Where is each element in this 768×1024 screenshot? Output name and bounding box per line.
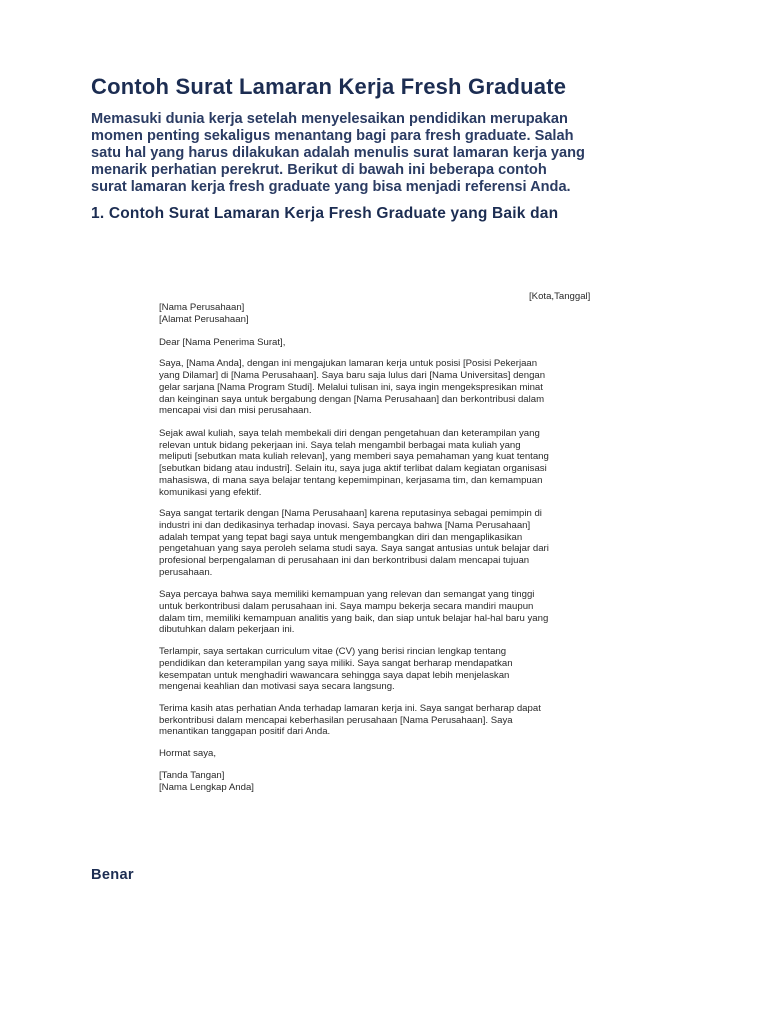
page-title: Contoh Surat Lamaran Kerja Fresh Graduate (91, 74, 567, 99)
letter-line: [sebutkan bidang atau industri]. Selain itu, saya juga aktif terlibat dalam kegiatan organisasi (159, 463, 547, 474)
letter-line: mengenai keahlian dan motivasi saya secara langsung. (159, 681, 395, 692)
section-heading: 1. Contoh Surat Lamaran Kerja Fresh Graduate yang Baik dan (91, 205, 559, 222)
letter-line: mencapai visi dan misi perusahaan. (159, 405, 312, 416)
letter-line: adalah tempat yang tepat bagi saya untuk mengembangkan diri dan mengaplikasikan (159, 532, 523, 543)
letter-line: Terima kasih atas perhatian Anda terhadap lamaran kerja ini. Saya sangat berharap dapat (159, 703, 541, 714)
letter-line: industri ini dan dedikasinya terhadap inovasi. Saya percaya bahwa [Nama Perusahaan] (159, 520, 531, 531)
letter-line: berkontribusi dalam mencapai keberhasilan perusahaan [Nama Perusahaan]. Saya (159, 715, 513, 726)
letter-line: mahasiswa, di mana saya belajar tentang kepemimpinan, kerjasama tim, dan kemampuan (159, 475, 543, 486)
letter-line: komunikasi yang efektif. (159, 487, 262, 498)
letter-line: relevan untuk bidang pekerjaan ini. Saya telah mengambil berbagai mata kuliah yang (159, 440, 521, 451)
letter-line: dalam tim, memiliki kemampuan analitis yang baik, dan siap untuk belajar hal-hal baru yang (159, 613, 549, 624)
letter-line: Terlampir, saya sertakan curriculum vitae (CV) yang berisi rincian lengkap tentang (159, 646, 507, 657)
letter-line: Saya sangat tertarik dengan [Nama Perusahaan] karena reputasinya sebagai pemimpin di (159, 508, 542, 519)
letter-company-address: [Alamat Perusahaan] (159, 314, 249, 325)
letter-line: Saya percaya bahwa saya memiliki kemampuan yang relevan dan semangat yang tinggi (159, 589, 535, 600)
letter-line: profesional berpengalaman di perusahaan ini dan berkontribusi dalam mencapai tujuan (159, 555, 530, 566)
letter-signature: [Tanda Tangan] (159, 770, 225, 781)
letter-date-place: [Kota,Tanggal] (529, 291, 591, 302)
intro-line: menarik perhatian perekrut. Berikut di bawah ini beberapa contoh (91, 162, 547, 178)
letter-line: Sejak awal kuliah, saya telah membekali diri dengan pengetahuan dan keterampilan yang (159, 428, 540, 439)
letter-line: gelar sarjana [Nama Program Studi]. Melalui tulisan ini, saya ingin mengekspresikan minat (159, 382, 543, 393)
letter-line: pengetahuan yang saya peroleh selama studi saya. Saya sangat antusias untuk belajar dari (159, 543, 549, 554)
intro-line: momen penting sekaligus menantang bagi para fresh graduate. Salah (91, 128, 574, 144)
letter-line: untuk berkontribusi dalam perusahaan ini. Saya mampu bekerja secara mandiri maupun (159, 601, 534, 612)
letter-line: yang Dilamar] di [Nama Perusahaan]. Saya baru saja lulus dari [Nama Universitas] dengan (159, 370, 546, 381)
letter-line: Saya, [Nama Anda], dengan ini mengajukan lamaran kerja untuk posisi [Posisi Pekerjaan (159, 358, 538, 369)
letter-line: dibutuhkan dalam pekerjaan ini. (159, 624, 295, 635)
letter-line: meliputi [sebutkan mata kuliah relevan], yang memberi saya pemahaman yang kuat tentang (159, 451, 549, 462)
letter-line: pendidikan dan keterampilan yang saya miliki. Saya sangat berharap mendapatkan (159, 658, 513, 669)
letter-line: kesempatan untuk menghadiri wawancara sehingga saya dapat lebih menjelaskan (159, 670, 510, 681)
intro-line: surat lamaran kerja fresh graduate yang bisa menjadi referensi Anda. (91, 179, 571, 195)
letter-salutation: Dear [Nama Penerima Surat], (159, 337, 286, 348)
continued-text: Benar (91, 867, 134, 883)
letter-closing: Hormat saya, (159, 748, 217, 759)
letter-company-name: [Nama Perusahaan] (159, 302, 245, 313)
letter-line: menantikan tanggapan positif dari Anda. (159, 726, 331, 737)
letter-line: dan keinginan saya untuk bergabung dengan [Nama Perusahaan] dan berkontribusi dalam (159, 394, 545, 405)
intro-line: Memasuki dunia kerja setelah menyelesaikan pendidikan merupakan (91, 111, 568, 127)
intro-line: satu hal yang harus dilakukan adalah menulis surat lamaran kerja yang (91, 145, 585, 161)
letter-full-name: [Nama Lengkap Anda] (159, 782, 254, 793)
letter-line: perusahaan. (159, 567, 213, 578)
